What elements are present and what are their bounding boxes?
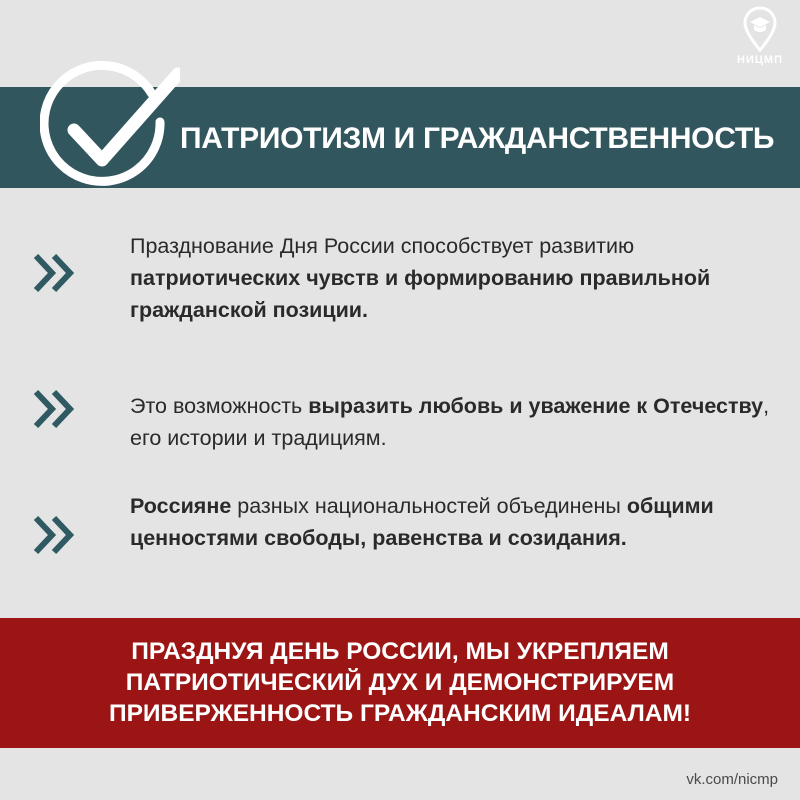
- item-text-bold: выразить любовь и уважение к Отечеству: [308, 394, 764, 418]
- item-text-bold: Россияне: [130, 494, 232, 518]
- page-title: ПАТРИОТИЗМ И ГРАЖДАНСТВЕННОСТЬ: [180, 122, 775, 155]
- item-text: [130, 230, 770, 326]
- vk-link[interactable]: vk.com/nicmp: [686, 771, 778, 788]
- logo: [728, 6, 792, 70]
- item-text-bold: общими ценностями свободы, равенства и созидания.: [130, 494, 714, 550]
- footer-message-line: ПРАЗДНУЯ ДЕНЬ РОССИИ, МЫ УКРЕПЛЯЕМ: [131, 638, 669, 665]
- footer-message-line: ПАТРИОТИЧЕСКИЙ ДУХ И ДЕМОНСТРИРУЕМ: [125, 669, 675, 696]
- item-text-regular: , его истории и традициям.: [130, 394, 770, 450]
- double-chevron-right-icon: [32, 512, 78, 558]
- double-chevron-right-icon: [32, 386, 78, 432]
- item-text-bold: патриотических чувств и формированию правильной гражданской позиции.: [130, 266, 711, 322]
- logo-text: НИЦМП: [737, 54, 783, 66]
- footer-message: [0, 636, 800, 729]
- item-text-regular: разных национальностей объединены: [231, 494, 627, 518]
- item-text: [130, 490, 770, 554]
- check-mark-icon: [40, 60, 180, 200]
- item-text: [130, 390, 770, 454]
- item-text-regular: Это возможность: [130, 394, 309, 418]
- item-text-regular: Празднование Дня России способствует развитию: [130, 234, 635, 258]
- location-pin-graduation-cap-icon: [743, 6, 777, 52]
- double-chevron-right-icon: [32, 250, 78, 296]
- footer-message-line: ПРИВЕРЖЕННОСТЬ ГРАЖДАНСКИМ ИДЕАЛАМ!: [108, 700, 692, 727]
